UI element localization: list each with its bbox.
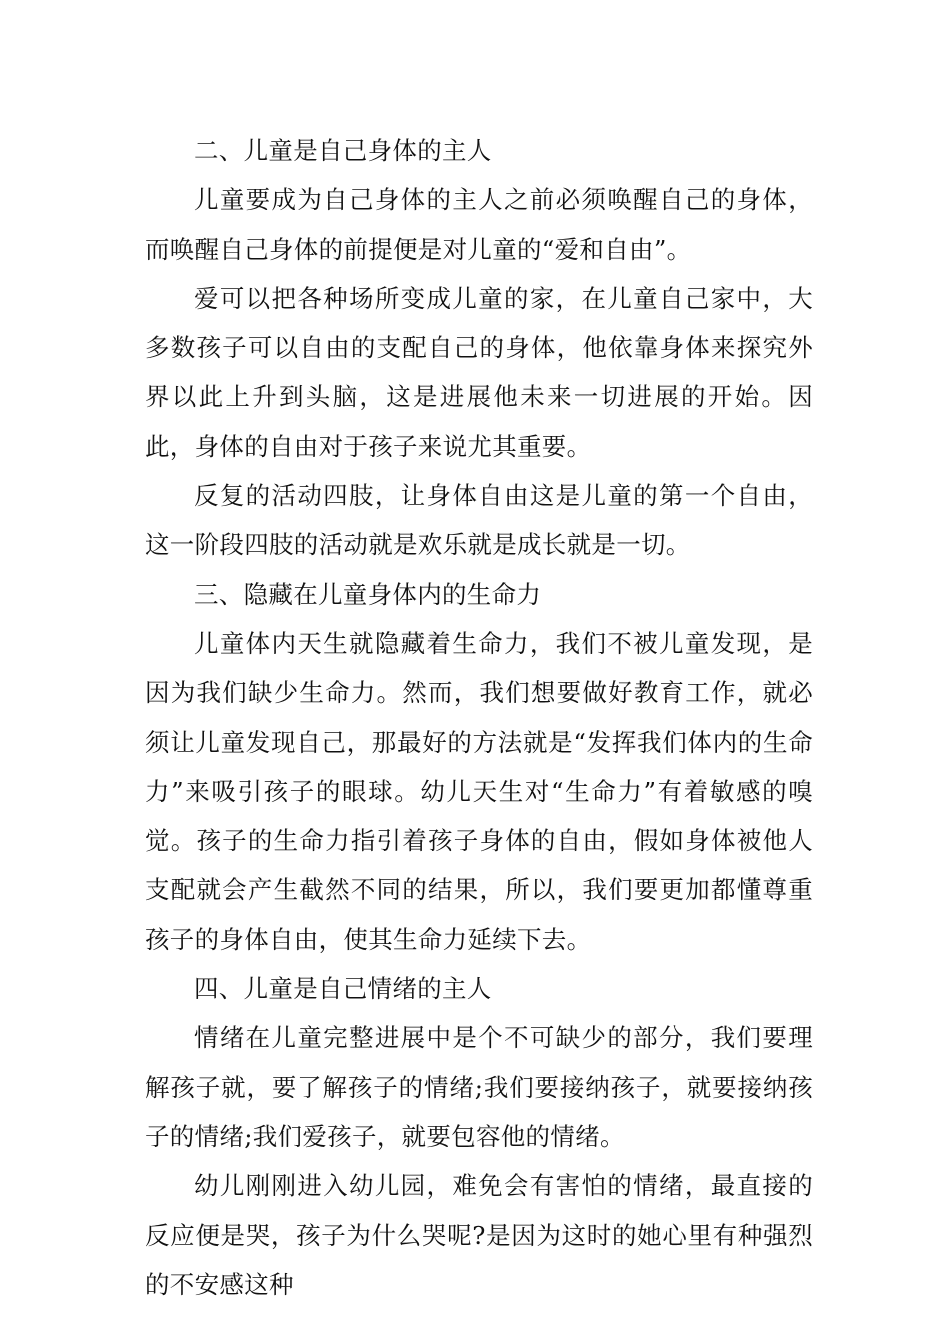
heading-section-two: 二、儿童是自己身体的主人 (194, 136, 492, 165)
paragraph: 幼儿刚刚进入幼儿园，难免会有害怕的情绪，最直接的反应便是哭，孩子为什么哭呢?是因为这时的她心里有种强烈的不安感这种 (145, 1171, 813, 1299)
document-body (145, 126, 813, 1309)
paragraph: 儿童要成为自己身体的主人之前必须唤醒自己的身体，而唤醒自己身体的前提便是对儿童的“爱和自由”。 (145, 185, 813, 264)
paragraph: 反复的活动四肢，让身体自由这是儿童的第一个自由，这一阶段四肢的活动就是欢乐就是成长就是一切。 (145, 481, 813, 560)
paragraph: 儿童体内天生就隐藏着生命力，我们不被儿童发现，是因为我们缺少生命力。然而，我们想要做好教育工作，就必须让儿童发现自己，那最好的方法就是“发挥我们体内的生命力”来吸引孩子的眼球。幼儿天生对“生命力”有着敏感的嗅觉。孩子的生命力指引着孩子身体的自由，假如身体被他人支配就会产生截然不同的结果，所以，我们要更加都懂尊重孩子的身体自由，使其生命力延续下去。 (145, 628, 813, 954)
heading-section-four: 四、儿童是自己情绪的主人 (194, 974, 492, 1004)
paragraph: 爱可以把各种场所变成儿童的家，在儿童自己家中，大多数孩子可以自由的支配自己的身体，他依靠身体来探究外界以此上升到头脑，这是进展他未来一切进展的开始。因此，身体的自由对于孩子来说尤其重要。 (145, 283, 813, 461)
paragraph: 情绪在儿童完整进展中是个不可缺少的部分，我们要理解孩子就，要了解孩子的情绪;我们要接纳孩子，就要接纳孩子的情绪;我们爱孩子，就要包容他的情绪。 (145, 1023, 813, 1151)
heading-section-three: 三、隐藏在儿童身体内的生命力 (194, 579, 542, 609)
